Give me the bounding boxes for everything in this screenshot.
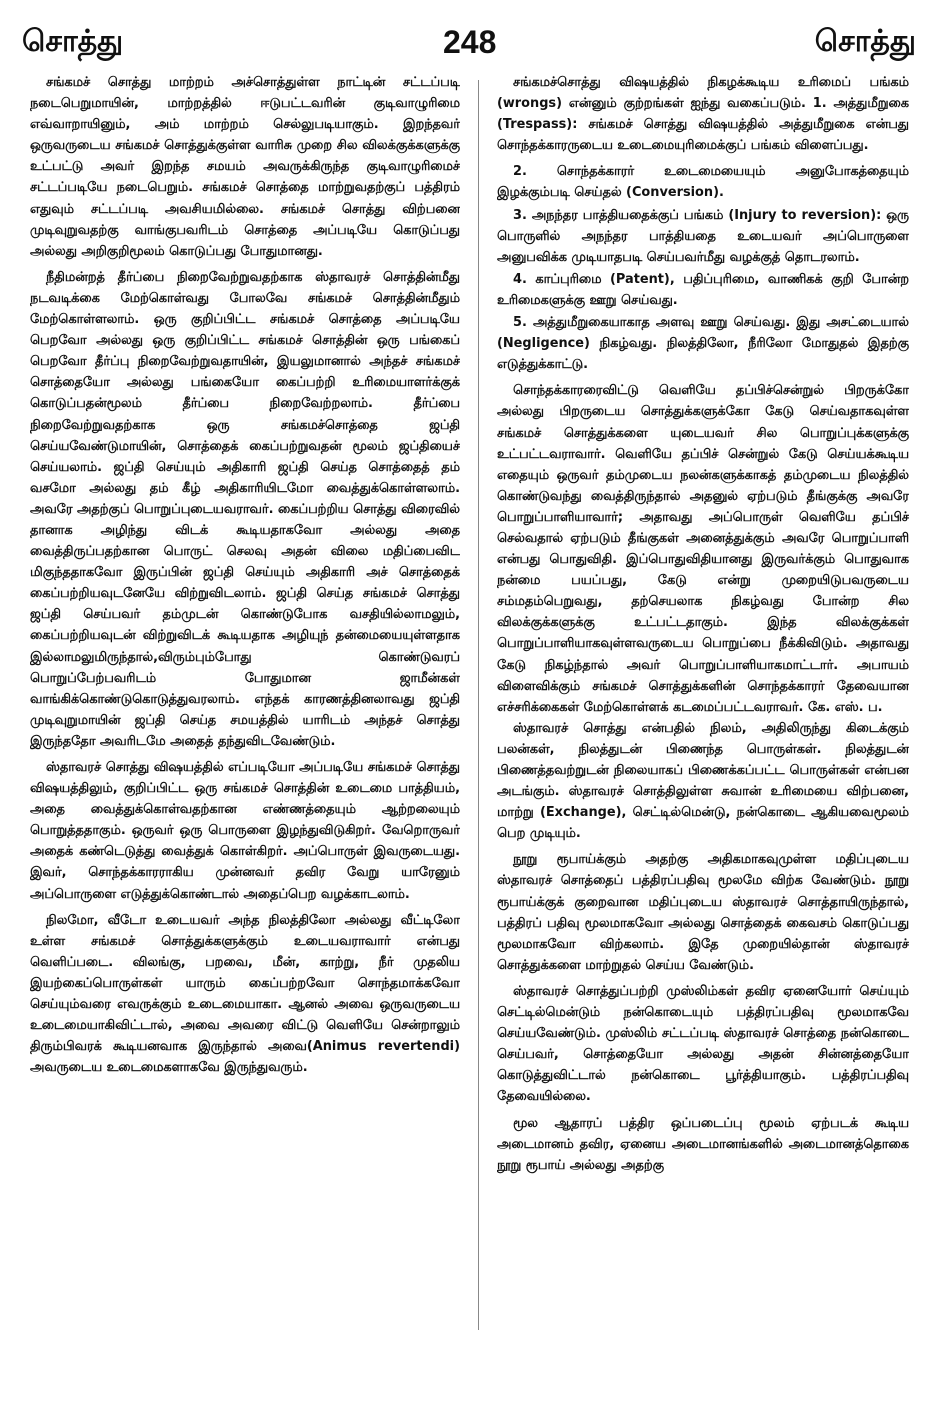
paragraph: நிலமோ, வீடோ உடையவர் அந்த நிலத்திலோ அல்லது வீட்டிலோ உள்ள சங்கமச் சொத்துக்களுக்கும் உடையவராவார் என்பது வெளிப்படை. விலங்கு, பறவை, மீன், காற்று, நீர் முதலிய இயற்கைப்பொருள்கள் யாரும் கைப்பற்றவோ சொந்தமாக்கவோ செய்யும்வரை எவருக்கும் உடைமையாகா. ஆனல் அவை ஒருவருடைய உடைமையாகிவிட்டால், அவை அவரை விட்டு வெளியே சென்றாலும் திரும்பிவரக் கூடியனவாக இருந்தால் அவை(Animus revertendi) அவருடைய உடைமைகளாகவே இருந்துவரும்.	[30, 912, 460, 1076]
author-signature: கே. எஸ். ப.	[807, 699, 883, 715]
page-number: 248	[443, 24, 497, 60]
paragraph: ஸ்தாவரச் சொத்துப்பற்றி முஸ்லிம்கள் தவிர ஏனையோர் செய்யும் செட்டில்மென்டும் நன்கொடையும் பத்திரப்பதிவு மூலமாகவே செய்யவேண்டும். முஸ்லிம் சட்டப்படி ஸ்தாவரச் சொத்தை நன்கொடை செய்பவர், சொத்தையோ அல்லது அதன் சின்னத்தையோ கொடுத்துவிட்டால் நன்கொடை பூர்த்தியாகும். பத்திரப்பதிவு தேவையில்லை.	[497, 983, 909, 1105]
paragraph	[497, 380, 909, 718]
right-column	[497, 72, 909, 1349]
entry-paragraph	[497, 718, 909, 845]
running-head-left: சொத்து	[22, 24, 124, 59]
paragraph: நீதிமன்றத் தீர்ப்பை நிறைவேற்றுவதற்காக ஸ்தாவரச் சொத்தின்மீது நடவடிக்கை மேற்கொள்வது போலவே சங்கமச் சொத்தின்மீதும் மேற்கொள்ளலாம். ஒரு குறிப்பிட்ட சங்கமச் சொத்தை அப்படியே பெறவோ அல்லது ஒரு குறிப்பிட்ட சங்கமச் சொத்தின் ஒரு பங்கைப் பெறவோ தீர்ப்பு நிறைவேற்றுவதாயின், இயலுமானால் அந்தச் சங்கமச் சொத்தையோ அல்லது பங்கையோ கைப்பற்றி உரிமையாளர்க்குக் கொடுப்பதன்மூலம் தீர்ப்பை நிறைவேற்றலாம். தீர்ப்பை நிறைவேற்றுவதற்காக ஒரு சங்கமச்சொத்தை ஜப்தி செய்யவேண்டுமாயின், சொத்தைக் கைப்பற்றுவதன் மூலம் ஜப்தியைச் செய்யலாம். ஜப்தி செய்யும் அதிகாரி ஜப்தி செய்த சொத்தைத் தம் வசமோ அல்லது தம் கீழ் அதிகாரியிடமோ வைத்துக்கொள்ளலாம். அவரே அதற்குப் பொறுப்புடையவராவர். கைப்பற்றிய சொத்து விரைவில் தானாக அழிந்து விடக் கூடியதாகவோ அல்லது அதை வைத்திருப்பதற்கான பொருட் செலவு அதன் விலை மதிப்பைவிட மிகுந்ததாகவோ இருப்பின் ஜப்தி செய்யும் அதிகாரி அச் சொத்தைக் கைப்பற்றியவுடனேயே விற்றுவிடலாம். ஜப்தி செய்த சங்கமச் சொத்து ஜப்தி செய்பவர் தம்முடன் கொண்டுபோக வசதியில்லாமலும், கைப்பற்றியவுடன் விற்றுவிடக் கூடியதாக அழியுந் தன்மையையுள்ளதாக இல்லாமலுமிருந்தால்,விரும்பும்போது கொண்டுவரப் பொறுப்பேற்பவரிடம் போதுமான ஜாமீன்கள் வாங்கிக்கொண்டுகொடுத்துவரலாம். எந்தக் காரணத்தினலாவது ஜப்தி முடிவுறுமாயின் ஜப்தி செய்த சமயத்தில் யாரிடம் அந்தச் சொத்து இருந்ததோ அவரிடமே அதைத் தந்துவிடவேண்டும்.	[30, 269, 460, 749]
paragraph: 3. அநந்தர பாத்தியதைக்குப் பங்கம் (Injury to reversion): ஒரு பொருளில் அநந்தர பாத்தியதை உடையவர் அப்பொருளை அனுபவிக்க முடியாதபடி செய்பவர்மீது வழக்குத் தொடரலாம்.	[497, 207, 909, 265]
paragraph: ஸ்தாவரச் சொத்து விஷயத்தில் எப்படியோ அப்படியே சங்கமச் சொத்து விஷயத்திலும், குறிப்பிட்ட ஒரு சங்கமச் சொத்தின் உடைமை பாத்தியம், அதை வைத்துக்கொள்வதற்கான எண்ணத்தையும் ஆற்றலையும் பொறுத்ததாகும். ஒருவர் ஒரு பொருளை இழந்துவிடுகிறர். வேறொருவர் அதைக் கண்டெடுத்து வைத்துக் கொள்கிறர். அப்பொருள் இவருடையது. இவர், சொந்தக்காரராகிய முன்னவர் தவிர வேறு யாரேனும் அப்பொருளை எடுத்துக்கொண்டால் அதைப்பெற வழக்காடலாம்.	[30, 760, 460, 902]
paragraph-text: சொந்தக்காரரைவிட்டு வெளியே தப்பிச்சென்றுல் பிறருக்கோ அல்லது பிறருடைய சொத்துக்களுக்கோ கேடு செய்வதாகவுள்ள சங்கமச் சொத்துக்களை யுடையவர் சில பொறுப்புக்களுக்கு உட்பட்டவராவார். வெளியே தப்பிச் சென்றுல் கேடு செய்யக்கூடிய எதையும் ஒருவர் தம்முடைய நலன்களுக்காகத் தம்முடைய நிலத்தில் கொண்டுவந்து வைத்திருந்தால் அதனுல் ஏற்படும் தீங்குக்கு அவரே பொறுப்பாளியாவார்; அதாவது அப்பொருள் வெளியே தப்பிச் செல்வதால் ஏற்படும் தீங்குகள் அனைத்துக்கும் அவரே பொறுப்பாளி என்பது பொதுவிதி. இப்பொதுவிதியானது இருவர்க்கும் பொதுவாக நன்மை பயப்பது, கேடு என்று முறையிடுபவருடைய சம்மதம்பெறுவது, தற்செயலாக நிகழ்வது போன்ற சில விலக்குக்களுக்கு உட்பட்டதாகும். இந்த விலக்குக்கள் பொறுப்பாளியாகவுள்ளவருடைய பொறுப்பை நீக்கிவிடும். அதாவது கேடு நிகழ்ந்தால் அவர் பொறுப்பாளியாகமாட்டார். அபாயம் விளைவிக்கும் சங்கமச் சொத்துக்களின் சொந்தக்காரர் தேவையான எச்சரிக்கைகள் மேற்கொள்ளக் கடமைப்பட்டவராவர்.	[497, 383, 909, 715]
entry-headword: ஸ்தாவரச் சொத்து	[513, 720, 627, 736]
running-head-right: சொத்து	[814, 24, 916, 59]
left-column	[30, 72, 460, 1349]
paragraph: 2. சொந்தக்காரர் உடைமையையும் அனுபோகத்தையும் இழக்கும்படி செய்தல் (Conversion).	[497, 164, 909, 201]
paragraph: மூல ஆதாரப் பத்திர ஒப்படைப்பு மூலம் ஏற்படக் கூடிய அடைமானம் தவிர, ஏனைய அடைமானங்களில் அடைமானத்தொகை நூறு ரூபாய் அல்லது அதற்கு	[497, 1115, 909, 1173]
paragraph: சங்கமச்சொத்து விஷயத்தில் நிகழக்கூடிய உரிமைப் பங்கம் (wrongs) என்னும் குற்றங்கள் ஐந்து வகைப்படும். 1. அத்துமீறுகை (Trespass): சங்கமச் சொத்து விஷயத்தில் அத்துமீறுகை என்பது சொந்தக்காரருடைய உடைமையுரிமைக்குப் பங்கம் விளைப்பது.	[497, 75, 909, 154]
column-divider	[478, 80, 479, 1330]
paragraph: சங்கமச் சொத்து மாற்றம் அச்சொத்துள்ள நாட்டின் சட்டப்படி நடைபெறுமாயின், மாற்றத்தில் ஈடுபட்டவரின் குடிவாழுரிமை எவ்வாறாயினும், அம் மாற்றம் செல்லுபடியாகும். இறந்தவர் ஒருவருடைய சங்கமச் சொத்துக்குள்ள வாரிசு முறை சில விலக்குக்களுக்கு உட்பட்டு அவர் இறந்த சமயம் அவருக்கிருந்த குடிவாழுரிமைச் சட்டப்படியே நடைபெறும். சங்கமச் சொத்தை மாற்றுவதற்குப் பத்திரம் எதுவும் சட்டப்படி அவசியமில்லை. சங்கமச் சொத்து விற்பனை முடிவுறுவதற்கு வாங்குபவரிடம் சொத்தை அப்படியே கொடுப்பது அல்லது அறிகுறிமூலம் கொடுப்பது போதுமானது.	[30, 75, 460, 259]
paragraph: நூறு ரூபாய்க்கும் அதற்கு அதிகமாகவுமுள்ள மதிப்புடைய ஸ்தாவரச் சொத்தைப் பத்திரப்பதிவு மூலமே விற்க வேண்டும். நூறு ரூபாய்க்குக் குறைவான மதிப்புடைய ஸ்தாவரச் சொத்தாயிருந்தால், பத்திரப் பதிவு மூலமாகவோ அல்லது சொத்தைக் கைவசம் கொடுப்பது மூலமாகவோ விற்கலாம். இதே முறையில்தான் ஸ்தாவரச் சொத்துக்களை மாற்றுதல் செய்ய வேண்டும்.	[497, 852, 909, 973]
paragraph: 5. அத்துமீறுகையாகாத அளவு ஊறு செய்வது. இது அசட்டையால் (Negligence) நிகழ்வது. நிலத்திலோ, நீரிலோ மோதுதல் இதற்கு எடுத்துக்காட்டு.	[497, 315, 909, 373]
entry-text: என்பதில் நிலம், அதிலிருந்து கிடைக்கும் பலன்கள், நிலத்துடன் பிணைந்த பொருள்கள். நிலத்துடன் பிணைத்தவற்றுடன் நிலையாகப் பிணைக்கப்பட்ட பொருள்கள் என்பன அடங்கும். ஸ்தாவரச் சொத்திலுள்ள சுவான் உரிமையை விற்பனை, மாற்று (Exchange), செட்டில்மென்டு, நன்கொடை ஆகியவைமூலம் பெற முடியும்.	[497, 720, 909, 842]
paragraph: 4. காப்புரிமை (Patent), பதிப்புரிமை, வாணிகக் குறி போன்ற உரிமைகளுக்கு ஊறு செய்வது.	[497, 271, 909, 308]
